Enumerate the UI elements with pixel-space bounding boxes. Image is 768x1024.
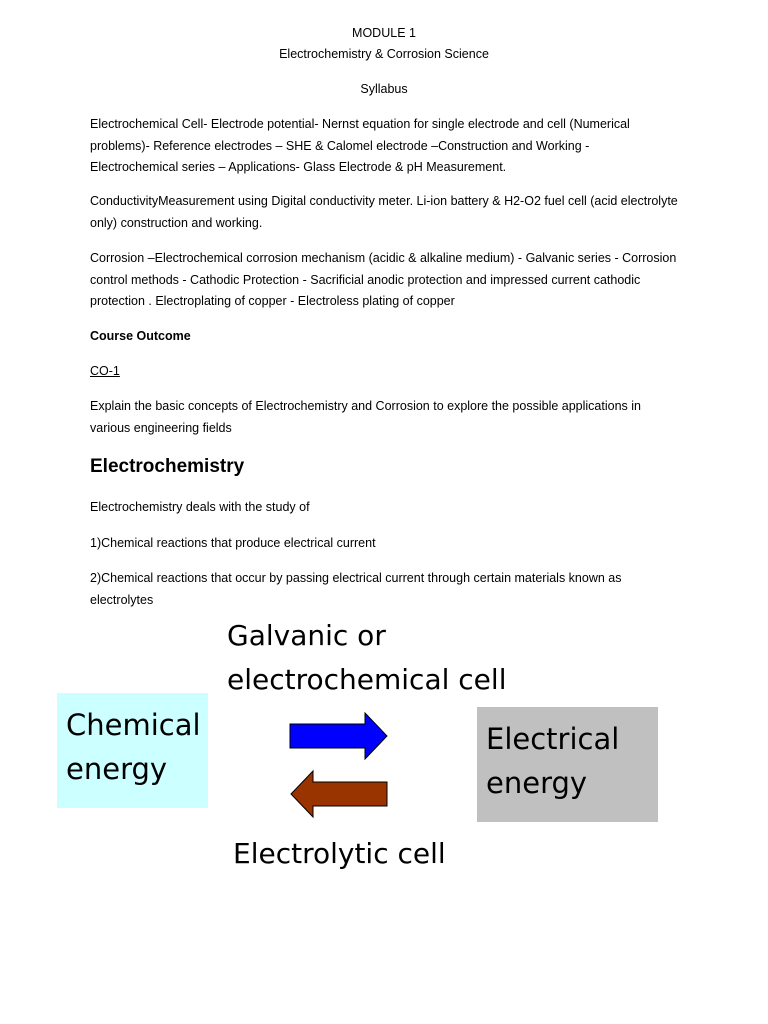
chemical-energy-line-2: energy xyxy=(66,752,168,786)
chemical-energy-box xyxy=(57,693,208,808)
course-outcome-heading: Course Outcome xyxy=(90,329,191,343)
course-outcome-text: Explain the basic concepts of Electrochemistry and Corrosion to explore the possible applications in various engineering fields xyxy=(90,399,641,435)
electrical-energy-box xyxy=(477,707,658,822)
course-outcome-code: CO-1 xyxy=(90,364,120,378)
electrochemistry-point-1: 1)Chemical reactions that produce electrical current xyxy=(90,536,376,550)
electrochemistry-point-2: 2)Chemical reactions that occur by passing electrical current through certain materials known as electrolytes xyxy=(90,571,622,607)
section-heading-electrochemistry: Electrochemistry xyxy=(90,456,245,477)
galvanic-cell-label xyxy=(227,614,506,702)
syllabus-paragraph-cells: Electrochemical Cell- Electrode potential- Nernst equation for single electrode and cell (Numerical problems)- Reference electrodes – SHE & Calomel electrode –Construction and Working - Electrochemical series – Applications- Glass Electrode & pH Measurement. xyxy=(90,117,630,175)
electrical-energy-line-1: Electrical xyxy=(486,722,620,756)
document-title: Electrochemistry & Corrosion Science xyxy=(279,47,489,61)
electrical-energy-line-2: energy xyxy=(486,766,588,800)
galvanic-label-line-1: Galvanic or xyxy=(227,619,386,652)
electrochemistry-intro: Electrochemistry deals with the study of xyxy=(90,500,310,514)
syllabus-paragraph-conductivity: ConductivityMeasurement using Digital conductivity meter. Li-ion battery & H2-O2 fuel cell (acid electrolyte only) construction and working. xyxy=(90,194,678,230)
right-arrow-icon xyxy=(289,712,389,760)
syllabus-paragraph-corrosion: Corrosion –Electrochemical corrosion mechanism (acidic & alkaline medium) - Galvanic series - Corrosion control methods - Cathodic Protection - Sacrificial anodic protection and impressed current cathodic protection . Electroplating of copper - Electroless plating of copper xyxy=(90,251,677,309)
chemical-energy-line-1: Chemical xyxy=(66,708,201,742)
right-arrow-shape xyxy=(290,713,387,759)
electrolytic-cell-label: Electrolytic cell xyxy=(233,837,446,870)
module-title: MODULE 1 xyxy=(352,26,416,40)
syllabus-label: Syllabus xyxy=(360,82,408,96)
left-arrow-icon xyxy=(289,770,389,818)
galvanic-label-line-2: electrochemical cell xyxy=(227,663,507,696)
left-arrow-shape xyxy=(291,771,387,817)
